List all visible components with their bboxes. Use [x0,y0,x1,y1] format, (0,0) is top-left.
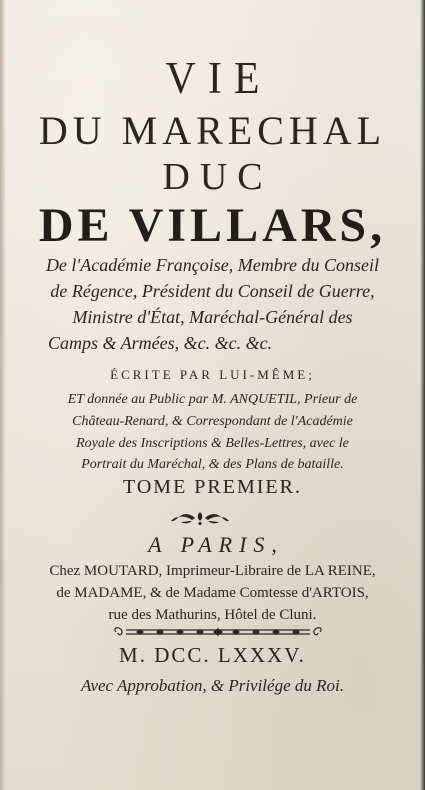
description-line: Camps & Armées, &c. &c. &c. [48,333,273,353]
publication-line: Portrait du Maréchal, & des Plans de bataille. [81,457,344,472]
description-line: de Régence, Président du Conseil de Guerre, [50,281,375,301]
description-line: De l'Académie Françoise, Membre du Conseil [45,255,380,275]
typographic-rule-ornament [110,625,326,639]
publication-line: Château-Renard, & Correspondant de l'Académie [72,414,353,429]
title-vie: VIE [165,54,272,104]
place-of-publication: A PARIS, [148,532,284,557]
title-duc: DUC [162,156,273,198]
imprint-line: Chez MOUTARD, Imprimeur-Libraire de LA REINE, [49,563,376,579]
publication-line: Royale des Inscriptions & Belles-Lettres, avec le [76,436,349,451]
title-du-marechal: DU MARECHAL [38,108,387,153]
authorship-line: ÉCRITE PAR LUI-MÊME; [110,367,315,382]
publication-date: M. DCC. LXXXV. [119,643,306,667]
fleuron-ornament [168,509,232,527]
volume-label: TOME PREMIER. [123,476,302,498]
imprint-line: rue des Mathurins, Hôtel de Cluni. [108,607,317,623]
privilege-line: Avec Approbation, & Privilége du Roi. [81,676,344,695]
publication-line: ET donnée au Public par M. ANQUETIL, Prieur de [67,392,358,407]
imprint-line: de MADAME, & de Madame Comtesse d'ARTOIS, [56,585,369,601]
title-de-villars: DE VILLARS, [38,199,387,252]
description-line: Ministre d'État, Maréchal-Général des [72,307,353,327]
